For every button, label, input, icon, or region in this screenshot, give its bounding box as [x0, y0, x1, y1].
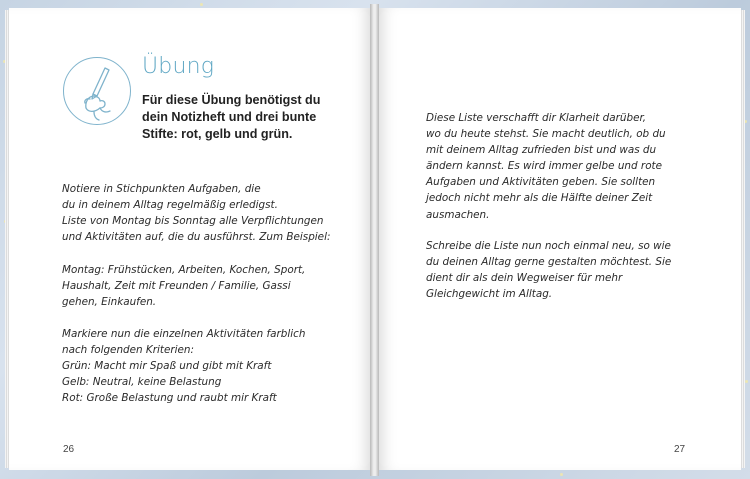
hand-writing-icon — [63, 57, 131, 125]
text-line: gehen, Einkaufen. — [62, 296, 157, 309]
page-number-right: 27 — [674, 444, 686, 455]
text-line: Notiere in Stichpunkten Aufgaben, die — [62, 183, 261, 195]
text-line: du deinen Alltag gerne gestalten möchtest. Sie — [426, 256, 672, 269]
text-line: mit deinem Alltag zufrieden bist und was du — [426, 144, 657, 157]
text-line: dient dir als dein Wegweiser für mehr — [426, 272, 623, 285]
left-paragraph-2 — [62, 262, 305, 310]
text-line: Grün: Macht mir Spaß und gibt mit Kraft — [62, 360, 272, 373]
right-paragraph-1 — [426, 110, 666, 223]
hand-writing-icon-graphic — [64, 58, 132, 126]
text-line: wo du heute stehst. Sie macht deutlich, ob du — [426, 128, 666, 141]
cover-dot — [200, 3, 203, 6]
text-line: Gelb: Neutral, keine Belastung — [62, 376, 222, 389]
book-gutter — [370, 4, 379, 476]
text-line: nach folgenden Kriterien: — [62, 344, 194, 357]
text-line: und Aktivitäten auf, die du ausführst. Zum Beispiel: — [62, 231, 331, 244]
intro-text — [142, 92, 342, 143]
text-line: Montag: Frühstücken, Arbeiten, Kochen, Sport, — [62, 264, 306, 276]
intro-line: dein Notizheft und drei bunte — [142, 110, 317, 124]
text-line: Markiere nun die einzelnen Aktivitäten farblich — [62, 328, 306, 340]
cover-dot — [560, 473, 563, 476]
text-line: Haushalt, Zeit mit Freunden / Familie, Gassi — [62, 280, 291, 293]
text-line: Rot: Große Belastung und raubt mir Kraft — [62, 392, 277, 405]
text-line: jedoch nicht mehr als die Hälfte deiner Zeit — [426, 192, 653, 205]
left-paragraph-1 — [62, 181, 330, 245]
text-line: Liste von Montag bis Sonntag alle Verpflichtungen — [62, 215, 324, 228]
page-number-left: 26 — [63, 444, 75, 455]
text-line: Aufgaben und Aktivitäten geben. Sie sollten — [426, 176, 656, 189]
text-line: ausmachen. — [426, 208, 490, 221]
right-paragraph-2 — [426, 238, 671, 302]
text-line: Gleichgewicht im Alltag. — [426, 288, 553, 301]
intro-line: Stifte: rot, gelb und grün. — [142, 127, 293, 141]
text-line: ändern kannst. Es wird immer gelbe und rote — [426, 160, 663, 173]
left-paragraph-3 — [62, 326, 305, 406]
text-line: Schreibe die Liste nun noch einmal neu, so wie — [426, 240, 671, 252]
intro-line: Für diese Übung benötigst du — [142, 93, 321, 107]
cover-dot — [745, 380, 748, 383]
page-title: Übung — [142, 54, 215, 79]
text-line: du in deinem Alltag regelmäßig erledigst. — [62, 199, 278, 212]
text-line: Diese Liste verschafft dir Klarheit darüber, — [426, 112, 647, 124]
